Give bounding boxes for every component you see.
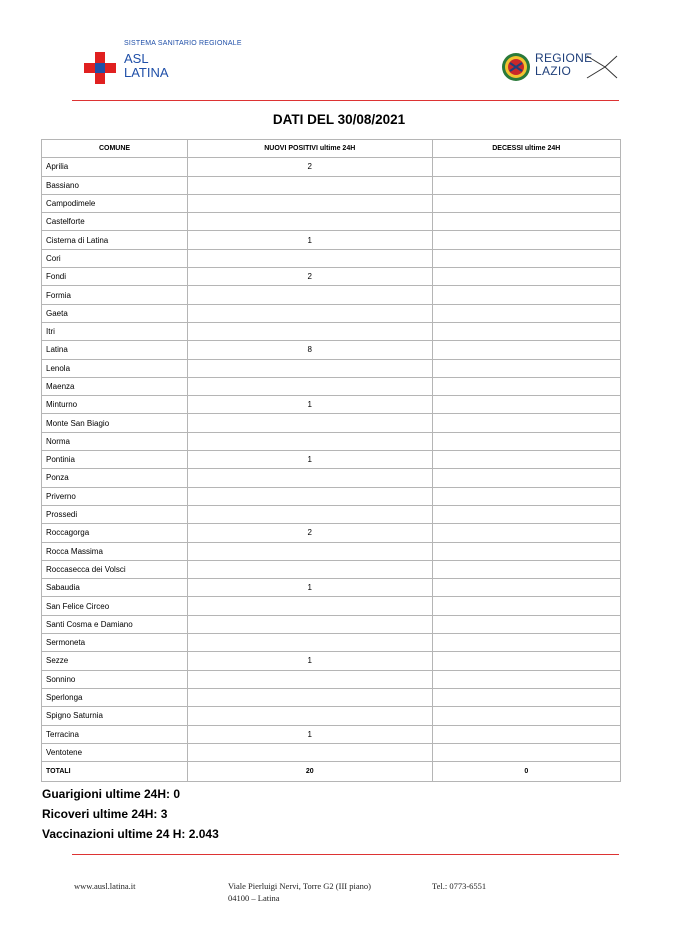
cell-positivi	[188, 322, 433, 340]
cell-comune: Sermoneta	[42, 634, 188, 652]
cell-decessi	[432, 377, 620, 395]
footer-address	[228, 880, 371, 904]
cell-positivi	[188, 414, 433, 432]
table-header-row	[42, 140, 621, 158]
table-row	[42, 615, 621, 633]
cell-decessi	[432, 286, 620, 304]
table-row	[42, 505, 621, 523]
asl-name-line1: ASL	[124, 51, 149, 66]
cell-decessi	[432, 432, 620, 450]
regione-lazio-emblem-icon	[501, 52, 531, 82]
cell-decessi	[432, 396, 620, 414]
cell-positivi	[188, 505, 433, 523]
table-row	[42, 158, 621, 176]
cell-positivi	[188, 542, 433, 560]
cell-comune: San Felice Circeo	[42, 597, 188, 615]
data-table	[41, 139, 621, 782]
cell-decessi	[432, 194, 620, 212]
cell-comune: Prossedi	[42, 505, 188, 523]
cell-decessi	[432, 322, 620, 340]
cell-comune: Santi Cosma e Damiano	[42, 615, 188, 633]
table-row	[42, 688, 621, 706]
table-row	[42, 542, 621, 560]
cell-positivi	[188, 634, 433, 652]
cell-positivi: 1	[188, 451, 433, 469]
cell-comune: Aprilia	[42, 158, 188, 176]
asl-subtitle: SISTEMA SANITARIO REGIONALE	[124, 40, 242, 47]
cell-decessi	[432, 158, 620, 176]
table-row	[42, 322, 621, 340]
table-row	[42, 286, 621, 304]
cell-positivi	[188, 176, 433, 194]
regione-lazio-logo	[501, 50, 619, 86]
cell-positivi	[188, 707, 433, 725]
cell-positivi	[188, 743, 433, 761]
cell-positivi	[188, 286, 433, 304]
table-row	[42, 432, 621, 450]
cell-comune: Latina	[42, 341, 188, 359]
cell-decessi	[432, 579, 620, 597]
table-row	[42, 725, 621, 743]
regione-lazio-text	[535, 52, 592, 78]
cell-positivi	[188, 432, 433, 450]
cell-positivi	[188, 377, 433, 395]
cell-positivi	[188, 560, 433, 578]
cell-comune: Castelforte	[42, 213, 188, 231]
cell-comune: Monte San Biagio	[42, 414, 188, 432]
cell-comune: Ventotene	[42, 743, 188, 761]
table-row	[42, 341, 621, 359]
cell-decessi	[432, 615, 620, 633]
page-title: DATI DEL 30/08/2021	[272, 112, 406, 127]
table-row	[42, 487, 621, 505]
table-row	[42, 176, 621, 194]
cell-positivi: 1	[188, 725, 433, 743]
cell-comune: Norma	[42, 432, 188, 450]
footer-address-line1: Viale Pierluigi Nervi, Torre G2 (III piano)	[228, 881, 371, 891]
table-row	[42, 634, 621, 652]
cell-positivi	[188, 615, 433, 633]
cell-comune: Roccagorga	[42, 524, 188, 542]
summary-vaccinazioni: Vaccinazioni ultime 24 H: 2.043	[42, 827, 219, 841]
cell-positivi	[188, 249, 433, 267]
column-header-comune: COMUNE	[42, 140, 188, 158]
cell-positivi: 1	[188, 579, 433, 597]
cell-decessi	[432, 341, 620, 359]
cell-decessi	[432, 304, 620, 322]
cell-decessi	[432, 542, 620, 560]
table-row	[42, 670, 621, 688]
cell-comune: Bassiano	[42, 176, 188, 194]
cell-decessi	[432, 725, 620, 743]
totals-row	[42, 762, 621, 782]
table-row	[42, 524, 621, 542]
cell-decessi	[432, 688, 620, 706]
cell-decessi	[432, 487, 620, 505]
cell-decessi	[432, 634, 620, 652]
cell-comune: Sonnino	[42, 670, 188, 688]
cell-comune: Terracina	[42, 725, 188, 743]
cell-positivi: 8	[188, 341, 433, 359]
cell-positivi: 2	[188, 524, 433, 542]
cell-positivi	[188, 359, 433, 377]
cell-decessi	[432, 249, 620, 267]
summary-ricoveri: Ricoveri ultime 24H: 3	[42, 807, 168, 821]
cell-comune: Ponza	[42, 469, 188, 487]
cell-comune: Pontinia	[42, 451, 188, 469]
cell-comune: Campodimele	[42, 194, 188, 212]
cell-decessi	[432, 359, 620, 377]
cell-comune: Formia	[42, 286, 188, 304]
asl-name-line2: LATINA	[124, 65, 169, 80]
cell-decessi	[432, 707, 620, 725]
cell-positivi	[188, 469, 433, 487]
table-row	[42, 231, 621, 249]
cell-positivi: 1	[188, 652, 433, 670]
cell-positivi: 2	[188, 268, 433, 286]
cell-comune: Sperlonga	[42, 688, 188, 706]
footer-rule	[72, 854, 619, 855]
table-body	[42, 158, 621, 782]
table-row	[42, 560, 621, 578]
column-header-positivi: NUOVI POSITIVI ultime 24H	[188, 140, 433, 158]
cell-positivi	[188, 670, 433, 688]
table-row	[42, 579, 621, 597]
cell-comune: Cisterna di Latina	[42, 231, 188, 249]
cell-comune: Sezze	[42, 652, 188, 670]
cell-comune: Sabaudia	[42, 579, 188, 597]
summary-guarigioni: Guarigioni ultime 24H: 0	[42, 787, 181, 801]
cell-comune: Spigno Saturnia	[42, 707, 188, 725]
cell-comune: Cori	[42, 249, 188, 267]
cell-decessi	[432, 469, 620, 487]
cell-comune: Itri	[42, 322, 188, 340]
table-row	[42, 707, 621, 725]
cell-decessi	[432, 743, 620, 761]
cell-positivi: 2	[188, 158, 433, 176]
cell-decessi	[432, 670, 620, 688]
table-row	[42, 359, 621, 377]
table-row	[42, 213, 621, 231]
cell-positivi	[188, 597, 433, 615]
cell-decessi	[432, 268, 620, 286]
column-header-decessi: DECESSI ultime 24H	[432, 140, 620, 158]
asl-name	[124, 52, 169, 80]
cell-decessi	[432, 213, 620, 231]
cell-decessi	[432, 231, 620, 249]
cell-comune: Fondi	[42, 268, 188, 286]
totals-positivi: 20	[188, 762, 433, 782]
cell-decessi	[432, 597, 620, 615]
table-row	[42, 249, 621, 267]
table-row	[42, 414, 621, 432]
cell-comune: Priverno	[42, 487, 188, 505]
cell-decessi	[432, 560, 620, 578]
cell-decessi	[432, 524, 620, 542]
cell-comune: Maenza	[42, 377, 188, 395]
region-line2: LAZIO	[535, 64, 572, 78]
cell-decessi	[432, 505, 620, 523]
cell-positivi	[188, 194, 433, 212]
footer-website: www.ausl.latina.it	[74, 881, 136, 891]
cell-positivi	[188, 213, 433, 231]
table-row	[42, 377, 621, 395]
totals-label: TOTALI	[42, 762, 188, 782]
table-row	[42, 469, 621, 487]
cell-comune: Roccasecca dei Volsci	[42, 560, 188, 578]
cell-positivi	[188, 487, 433, 505]
red-cross-icon	[84, 52, 116, 84]
lazio-swoosh-icon	[585, 52, 619, 82]
cell-positivi	[188, 688, 433, 706]
cell-decessi	[432, 176, 620, 194]
cell-comune: Minturno	[42, 396, 188, 414]
table-row	[42, 451, 621, 469]
cell-decessi	[432, 652, 620, 670]
table-row	[42, 743, 621, 761]
footer-phone: Tel.: 0773-6551	[432, 881, 487, 891]
region-line1: REGIONE	[535, 51, 593, 65]
footer-address-line2: 04100 – Latina	[228, 893, 280, 903]
table-row	[42, 597, 621, 615]
header-rule	[72, 100, 619, 101]
table-row	[42, 304, 621, 322]
table-row	[42, 194, 621, 212]
totals-decessi: 0	[432, 762, 620, 782]
table-row	[42, 652, 621, 670]
table-row	[42, 396, 621, 414]
cell-decessi	[432, 414, 620, 432]
table-row	[42, 268, 621, 286]
cell-decessi	[432, 451, 620, 469]
cell-positivi: 1	[188, 396, 433, 414]
cell-comune: Rocca Massima	[42, 542, 188, 560]
cell-positivi	[188, 304, 433, 322]
cell-positivi: 1	[188, 231, 433, 249]
cell-comune: Gaeta	[42, 304, 188, 322]
asl-latina-logo	[84, 40, 244, 90]
cell-comune: Lenola	[42, 359, 188, 377]
